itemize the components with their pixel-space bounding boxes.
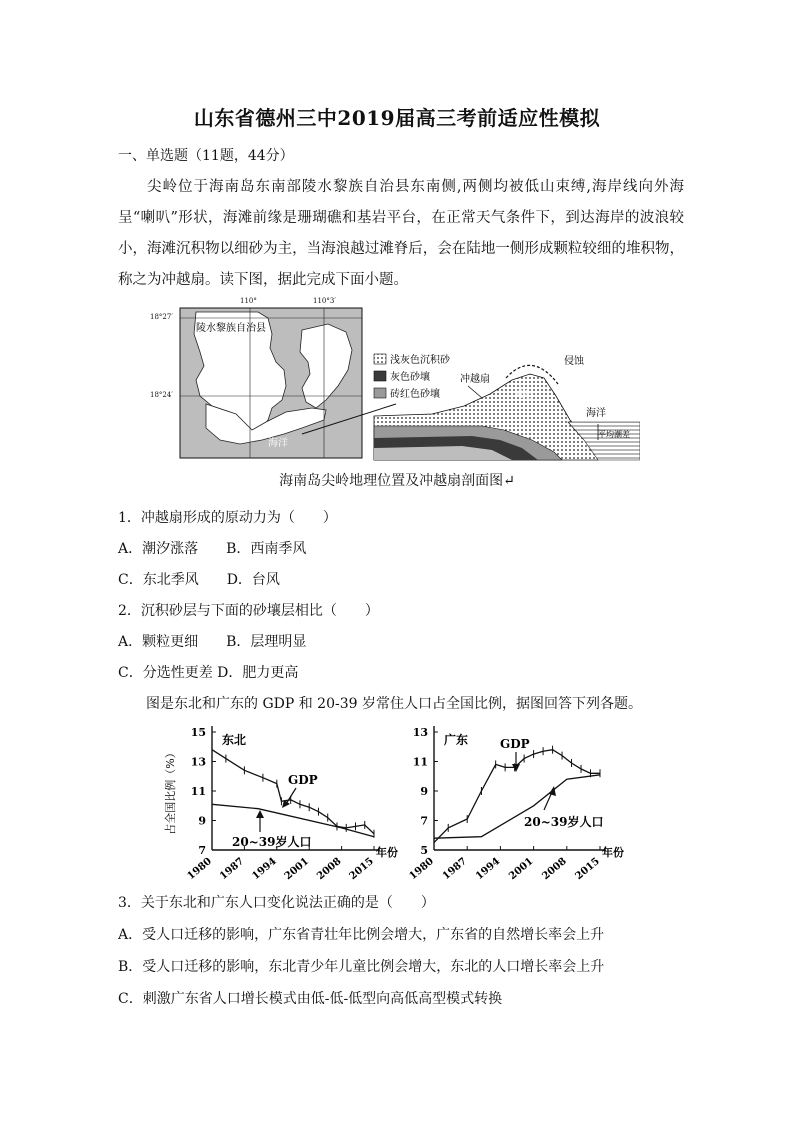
y-tick-label: 5 <box>420 844 428 857</box>
intro-paragraph-1: 尖岭位于海南岛东南部陵水黎族自治县东南侧,两侧均被低山束缚,海岸线向外海呈“喇叭”形状，海滩前缘是珊瑚礁和基岩平台，在正常天气条件下，到达海岸的波浪较小，海滩沉积物以细砂为主，当海浪越过滩脊后，会在陆地一侧形成颗粒较细的堆积物，称之为冲越扇。读下图，据此完成下面小题。 <box>118 179 684 288</box>
x-tick-label: 2001 <box>282 855 312 883</box>
pop-series-label: 20~39岁人口 <box>232 835 312 849</box>
pop-series-label: 20~39岁人口 <box>524 815 604 829</box>
section-heading: 一、单选题（11题，44分） <box>118 148 294 164</box>
x-tick-label: 2015 <box>573 855 602 883</box>
map-lon-1: 110° <box>240 297 257 305</box>
question-3-option-a: A．受人口迁移的影响，广东省青壮年比例会增大，广东省的自然增长率会上升 <box>118 927 605 943</box>
x-axis-label: 年份 <box>602 846 624 859</box>
chart-northeast <box>160 718 400 888</box>
y-axis-label: 占全国比例（%） <box>164 747 177 835</box>
y-tick-label: 13 <box>412 726 428 739</box>
x-axis-label: 年份 <box>376 846 398 859</box>
x-tick-label: 1987 <box>440 855 470 883</box>
y-tick-label: 11 <box>412 755 428 769</box>
chart-title: 广东 <box>444 733 469 747</box>
x-tick-label: 2015 <box>347 855 376 883</box>
y-tick-label: 7 <box>198 844 206 857</box>
pop-arrowhead <box>549 786 556 796</box>
chart-title: 东北 <box>222 733 247 747</box>
figure-1-caption: 海南岛尖岭地理位置及冲越扇剖面图↵ <box>279 473 515 489</box>
question-2-options-ab: A．颗粒更细 B．层理明显 <box>118 634 307 650</box>
chart-guangdong <box>404 718 636 888</box>
x-tick-label: 1980 <box>185 855 214 883</box>
question-2-options-cd: C．分选性更差 D．肥力更高 <box>118 665 299 681</box>
question-1-options-ab: A．潮汐涨落 B．西南季风 <box>118 541 307 557</box>
map-lon-2: 110°3′ <box>313 297 336 305</box>
question-1-options-cd: C．东北季风 D．台风 <box>118 572 280 588</box>
x-tick-label: 2001 <box>507 855 536 883</box>
map-lat-2: 18°24′ <box>150 391 173 399</box>
label-tide-range: 平均潮差 <box>598 430 630 439</box>
page-title: 山东省德州三中2019届高三考前适应性模拟 <box>193 106 601 130</box>
map-lat-1: 18°27′ <box>150 313 173 321</box>
question-2: 2．沉积砂层与下面的砂壤层相比（ ） <box>118 603 379 619</box>
map-county-label: 陵水黎族自治县 <box>196 323 266 334</box>
y-tick-label: 15 <box>190 726 206 739</box>
question-1: 1．冲越扇形成的原动力为（ ） <box>118 510 337 526</box>
label-erosion: 侵蚀 <box>564 356 584 367</box>
intro-paragraph-2: 图是东北和广东的 GDP 和 20-39 岁常住人口占全国比例，据图回答下列各题。 <box>146 696 642 712</box>
x-tick-label: 1980 <box>407 855 436 883</box>
x-tick-label: 2008 <box>540 855 569 883</box>
question-3-option-c: C．刺激广东省人口增长模式由低-低-低型向高低高型模式转换 <box>118 991 503 1007</box>
y-tick-label: 9 <box>420 785 428 798</box>
legend-sand: 浅灰色沉积砂 <box>390 355 450 366</box>
legend-grey-loam: 灰色砂壤 <box>390 372 430 383</box>
overwash-fan-profile <box>372 340 640 462</box>
x-tick-label: 1994 <box>473 855 503 883</box>
pop-arrowhead <box>256 810 264 818</box>
label-beach-ridge: 滩脊 <box>514 390 534 401</box>
y-tick-label: 13 <box>190 755 206 769</box>
y-tick-label: 7 <box>420 814 428 828</box>
gdp-series-label: GDP <box>500 737 530 751</box>
label-overwash-fan: 冲越扇 <box>460 374 490 385</box>
population-line <box>212 804 374 836</box>
map-sea-label: 海洋 <box>268 438 288 449</box>
x-tick-label: 1987 <box>217 855 247 883</box>
y-tick-label: 9 <box>198 814 206 828</box>
legend-red-loam: 砖红色砂壤 <box>390 389 440 400</box>
x-tick-label: 2008 <box>315 855 344 883</box>
question-3: 3．关于东北和广东人口变化说法正确的是（ ） <box>118 895 435 911</box>
x-tick-label: 1994 <box>250 855 279 883</box>
question-3-option-b: B．受人口迁移的影响，东北青少年儿童比例会增大，东北的人口增长率会上升 <box>118 959 605 975</box>
gdp-series-label: GDP <box>288 773 318 787</box>
label-ocean: 海洋 <box>586 408 606 419</box>
y-tick-label: 11 <box>190 785 206 798</box>
